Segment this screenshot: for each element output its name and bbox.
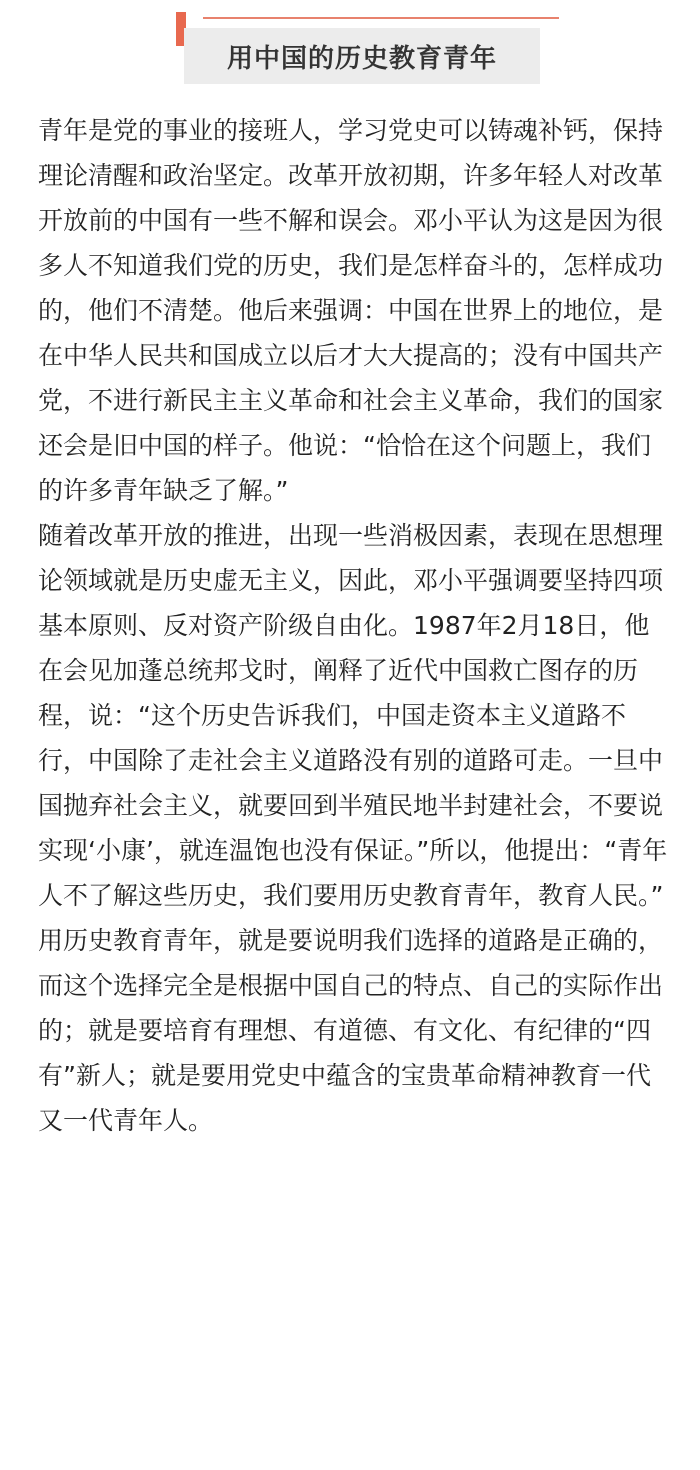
article-body (38, 108, 668, 1143)
paragraph-3: 用历史教育青年，就是要说明我们选择的道路是正确的，而这个选择完全是根据中国自己的特点、自己的实际作出的；就是要培育有理想、有道德、有文化、有纪律的“四有”新人；就是要用党史中蕴含的宝贵革命精神教育一代又一代青年人。 (38, 926, 664, 1135)
article-title: 用中国的历史教育青年 (226, 43, 497, 74)
accent-line (203, 17, 559, 19)
paragraph-2: 随着改革开放的推进，出现一些消极因素，表现在思想理论领域就是历史虚无主义，因此，邓小平强调要坚持四项基本原则、反对资产阶级自由化。1987年2月18日，他在会见加蓬总统邦戈时，阐释了近代中国救亡图存的历程，说：“这个历史告诉我们，中国走资本主义道路不行，中国除了走社会主义道路没有别的道路可走。一旦中国抛弃社会主义，就要回到半殖民地半封建社会，不要说实现‘小康’，就连温饱也没有保证。”所以，他提出：“青年人不了解这些历史，我们要用历史教育青年，教育人民。” (38, 521, 668, 910)
paragraph-1: 青年是党的事业的接班人，学习党史可以铸魂补钙，保持理论清醒和政治坚定。改革开放初期，许多年轻人对改革开放前的中国有一些不解和误会。邓小平认为这是因为很多人不知道我们党的历史，我们是怎样奋斗的，怎样成功的，他们不清楚。他后来强调：中国在世界上的地位，是在中华人民共和国成立以后才大大提高的；没有中国共产党，不进行新民主主义革命和社会主义革命，我们的国家还会是旧中国的样子。他说：“恰恰在这个问题上，我们的许多青年缺乏了解。” (38, 116, 664, 505)
section-header (0, 0, 700, 90)
title-box (184, 28, 540, 84)
